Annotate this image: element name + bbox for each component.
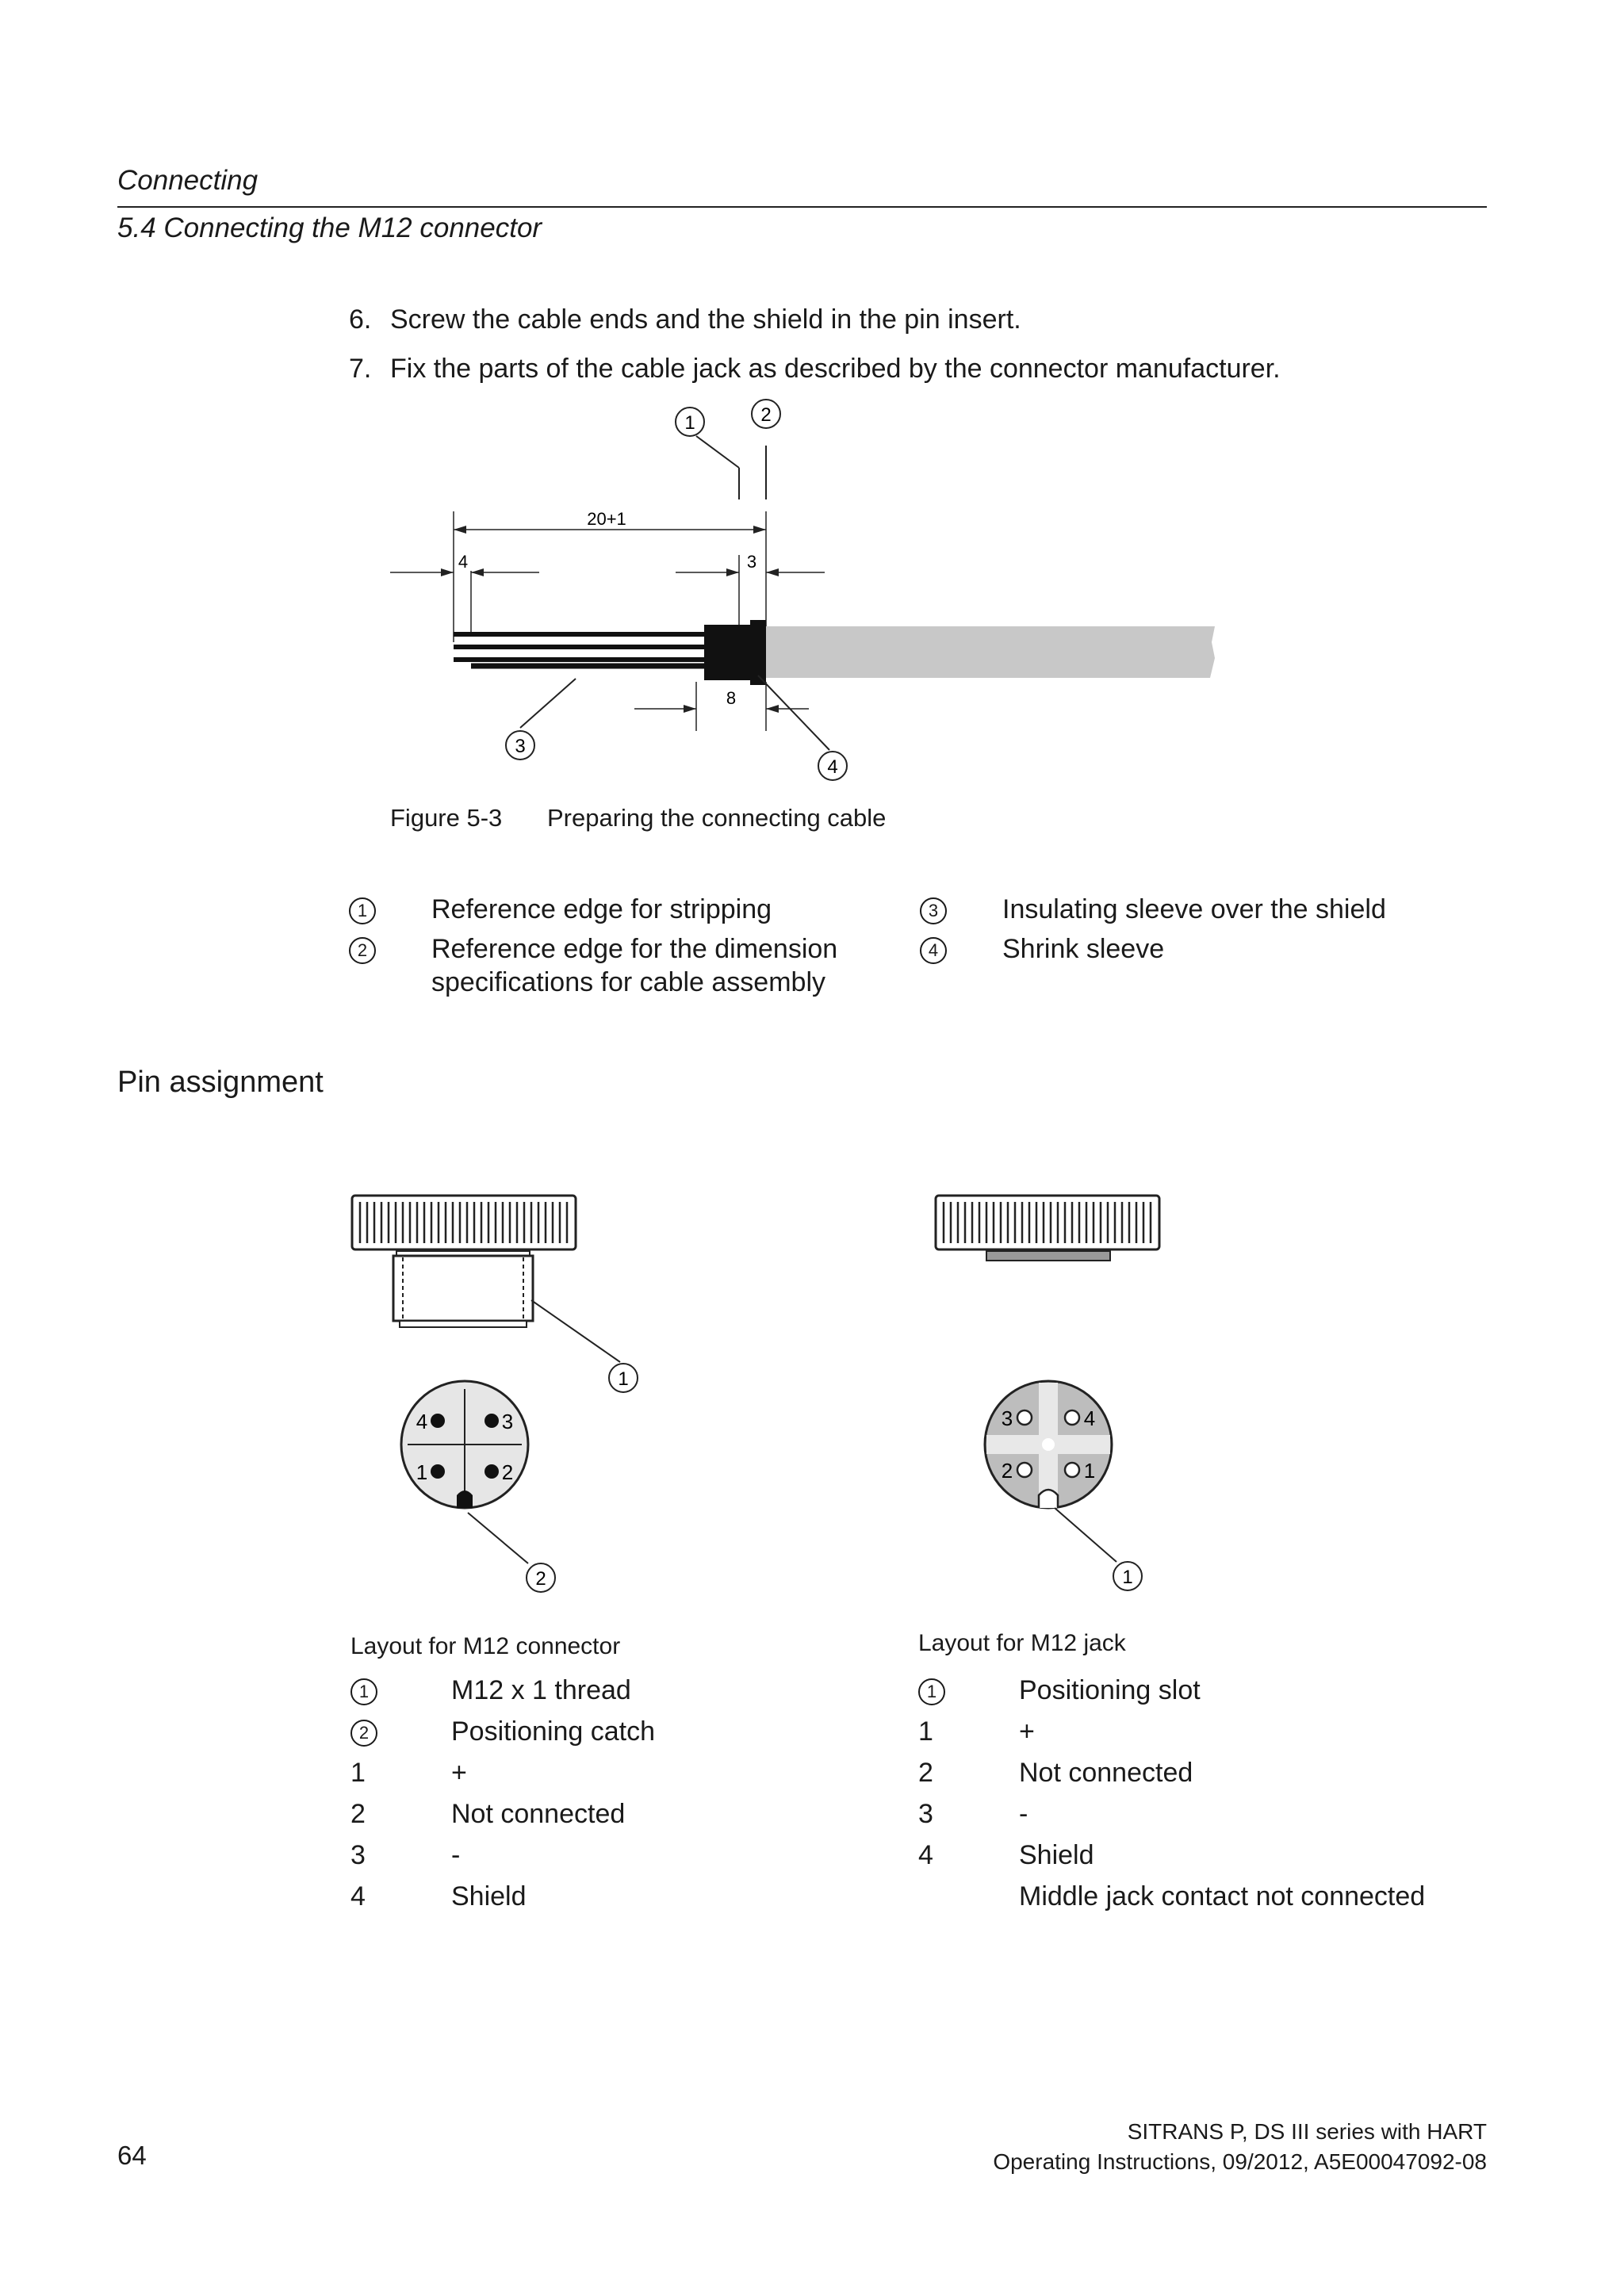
cable-preparation-figure <box>381 388 1237 793</box>
pin-function: Not connected <box>1019 1758 1193 1788</box>
figure-title: Preparing the connecting cable <box>547 804 887 832</box>
dimension-edge <box>676 552 825 626</box>
callout-row <box>350 1670 842 1711</box>
pin-number: 3 <box>918 1799 933 1829</box>
pin-function: - <box>1019 1799 1028 1829</box>
step-6 <box>349 304 1021 335</box>
callout-text: Positioning slot <box>1019 1675 1201 1705</box>
jack-pin-table <box>918 1670 1489 1917</box>
legend-item <box>349 893 841 926</box>
m12-jack-figure <box>920 1181 1205 1609</box>
knurled-nut <box>936 1196 1159 1249</box>
jack-note: Middle jack contact not connected <box>1019 1881 1426 1911</box>
pin-row <box>918 1711 1489 1752</box>
shrink-sleeve <box>704 625 752 680</box>
pin-number: 4 <box>350 1881 366 1911</box>
wires <box>454 634 704 666</box>
callout-marker: 1 <box>350 1678 377 1705</box>
legend-text: Shrink sleeve <box>1002 934 1165 964</box>
page-number: 64 <box>117 2141 147 2170</box>
pin-function: Shield <box>451 1881 527 1911</box>
pin-function: Shield <box>1019 1840 1094 1870</box>
header-rule <box>117 206 1487 208</box>
pin-row <box>918 1752 1489 1793</box>
legend-item <box>920 932 1491 966</box>
knurled-nut <box>352 1196 576 1249</box>
callout-marker: 1 <box>349 897 376 924</box>
step-number: 7. <box>349 354 372 384</box>
note-row <box>918 1876 1489 1917</box>
step-7 <box>349 354 1281 385</box>
m12-connector-figure <box>341 1181 658 1609</box>
step-text: Screw the cable ends and the shield in the pin insert. <box>390 304 1021 335</box>
callout-row <box>918 1670 1489 1711</box>
callout-marker: 4 <box>920 937 947 964</box>
legend-item <box>349 932 841 999</box>
footer-doc: Operating Instructions, 09/2012, A5E00047092-08 <box>993 2149 1487 2174</box>
callout-marker: 2 <box>350 1720 377 1747</box>
svg-text:8: 8 <box>726 688 737 708</box>
callout-1-top <box>676 408 739 499</box>
pin-number: 3 <box>350 1840 366 1870</box>
footer-product: SITRANS P, DS III series with HART <box>1127 2119 1487 2144</box>
jack-base <box>986 1251 1110 1261</box>
positioning-slot <box>1039 1490 1058 1508</box>
cable-jacket <box>766 626 1215 678</box>
pin-label: 2 <box>1001 1459 1013 1483</box>
chapter-title: Connecting <box>117 165 259 196</box>
pin-row <box>350 1835 842 1876</box>
svg-text:1: 1 <box>1122 1567 1133 1588</box>
pin-number: 1 <box>350 1758 366 1788</box>
pin-label: 2 <box>501 1460 514 1484</box>
jack-caption: Layout for M12 jack <box>918 1630 1126 1656</box>
positioning-catch <box>457 1490 473 1508</box>
jack-callout-1 <box>1113 1562 1142 1590</box>
callout-3 <box>506 679 576 760</box>
pin-function: - <box>451 1840 461 1870</box>
connector-caption: Layout for M12 connector <box>350 1633 621 1659</box>
section-title: 5.4 Connecting the M12 connector <box>117 212 542 243</box>
svg-text:20+1: 20+1 <box>587 509 626 529</box>
svg-text:4: 4 <box>458 552 469 572</box>
pin-label: 3 <box>1001 1406 1013 1430</box>
callout-2-top <box>752 400 780 499</box>
pin-label: 1 <box>1083 1459 1096 1483</box>
svg-text:3: 3 <box>746 552 757 572</box>
dimension-total <box>454 509 766 642</box>
svg-text:1: 1 <box>618 1368 629 1390</box>
legend-text: Insulating sleeve over the shield <box>1002 894 1386 924</box>
legend-text: Reference edge for stripping <box>431 894 772 924</box>
pin-row <box>918 1793 1489 1835</box>
svg-text:3: 3 <box>515 736 526 757</box>
svg-text:1: 1 <box>684 412 695 434</box>
footer-info <box>993 2117 1487 2177</box>
pin-function: Not connected <box>451 1799 626 1829</box>
callout-marker: 1 <box>918 1678 945 1705</box>
pin-label: 4 <box>1083 1406 1096 1430</box>
pin-row <box>350 1793 842 1835</box>
legend-left <box>349 893 841 999</box>
thread-body <box>393 1256 533 1321</box>
dimension-sleeve <box>634 682 809 731</box>
callout-marker: 3 <box>920 897 947 924</box>
legend-item <box>920 893 1491 926</box>
callout-4 <box>758 675 847 780</box>
pin-label: 3 <box>501 1410 514 1433</box>
pin-row <box>350 1876 842 1917</box>
pin-number: 2 <box>918 1758 933 1788</box>
pin-row <box>918 1835 1489 1876</box>
legend-right <box>920 893 1491 966</box>
step-number: 6. <box>349 304 372 335</box>
connector-callout-2 <box>527 1563 555 1592</box>
step-text: Fix the parts of the cable jack as described by the connector manufacturer. <box>390 354 1281 384</box>
svg-text:2: 2 <box>760 404 772 426</box>
pin-function: + <box>451 1758 467 1788</box>
pin-label: 1 <box>416 1460 428 1484</box>
callout-row <box>350 1711 842 1752</box>
pin-number: 4 <box>918 1840 933 1870</box>
callout-marker: 2 <box>349 937 376 964</box>
svg-text:2: 2 <box>535 1568 546 1590</box>
figure-caption <box>390 804 886 832</box>
dimension-strip <box>390 552 539 634</box>
legend-text: Reference edge for the dimension specifications for cable assembly <box>431 934 838 997</box>
pin-row <box>350 1752 842 1793</box>
pin-label: 4 <box>416 1410 428 1433</box>
pin-number: 2 <box>350 1799 366 1829</box>
pin-assignment-heading: Pin assignment <box>117 1066 324 1099</box>
sleeve-edge <box>750 620 766 685</box>
figure-label: Figure 5-3 <box>390 804 503 832</box>
callout-text: Positioning catch <box>451 1716 656 1747</box>
pin-function: + <box>1019 1716 1035 1747</box>
svg-text:4: 4 <box>827 756 838 778</box>
callout-text: M12 x 1 thread <box>451 1675 631 1705</box>
connector-callout-1 <box>609 1364 638 1392</box>
connector-pin-table <box>350 1670 842 1917</box>
pin-number: 1 <box>918 1716 933 1747</box>
